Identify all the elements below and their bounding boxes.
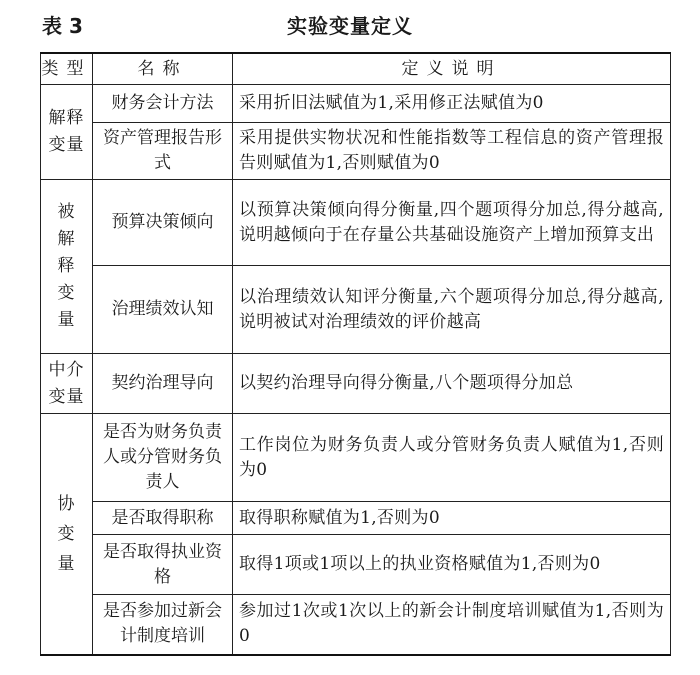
table-row — [41, 266, 671, 354]
type-label: 解释变量 — [48, 108, 85, 155]
table-row — [41, 535, 671, 595]
table-row — [41, 595, 671, 655]
table-title: 实验变量定义 — [287, 14, 413, 38]
name-cell: 是否为财务负责人或分管财务负责人 — [93, 414, 233, 502]
type-label: 协变量 — [57, 493, 76, 574]
table-row — [41, 354, 671, 414]
table-row — [41, 180, 671, 266]
variable-definition-table — [40, 52, 671, 656]
name-cell: 财务会计方法 — [93, 85, 233, 123]
desc-cell: 取得1项或1项以上的执业资格赋值为1,否则为0 — [233, 535, 671, 595]
type-cell-explanatory — [41, 85, 93, 180]
header-name: 名称 — [93, 53, 233, 85]
name-cell: 契约治理导向 — [93, 354, 233, 414]
header-row — [41, 53, 671, 85]
desc-cell: 参加过1次或1次以上的新会计制度培训赋值为1,否则为0 — [233, 595, 671, 655]
name-cell: 治理绩效认知 — [93, 266, 233, 354]
type-label: 中介变量 — [48, 359, 85, 407]
name-cell: 预算决策倾向 — [93, 180, 233, 266]
desc-cell: 以预算决策倾向得分衡量,四个题项得分加总,得分越高,说明越倾向于在存量公共基础设施资产上增加预算支出 — [233, 180, 671, 266]
desc-cell: 以治理绩效认知评分衡量,六个题项得分加总,得分越高,说明被试对治理绩效的评价越高 — [233, 266, 671, 354]
header-desc: 定义说明 — [233, 53, 671, 85]
header-type: 类型 — [41, 53, 93, 85]
name-cell: 是否取得执业资格 — [93, 535, 233, 595]
name-cell: 是否取得职称 — [93, 502, 233, 535]
table-number: 表 3 — [42, 14, 83, 38]
desc-cell: 以契约治理导向得分衡量,八个题项得分加总 — [233, 354, 671, 414]
type-cell-dependent — [41, 180, 93, 354]
desc-cell: 工作岗位为财务负责人或分管财务负责人赋值为1,否则为0 — [233, 414, 671, 502]
table-row — [41, 414, 671, 502]
type-cell-covariate — [41, 414, 93, 655]
desc-cell: 采用提供实物状况和性能指数等工程信息的资产管理报告则赋值为1,否则赋值为0 — [233, 123, 671, 180]
table-row — [41, 123, 671, 180]
table-row — [41, 85, 671, 123]
name-cell: 是否参加过新会计制度培训 — [93, 595, 233, 655]
table-caption — [0, 0, 700, 44]
type-cell-mediator — [41, 354, 93, 414]
desc-cell: 取得职称赋值为1,否则为0 — [233, 502, 671, 535]
name-cell: 资产管理报告形式 — [93, 123, 233, 180]
desc-cell: 采用折旧法赋值为1,采用修正法赋值为0 — [233, 85, 671, 123]
table-row — [41, 502, 671, 535]
type-label: 被解释变量 — [57, 202, 76, 330]
